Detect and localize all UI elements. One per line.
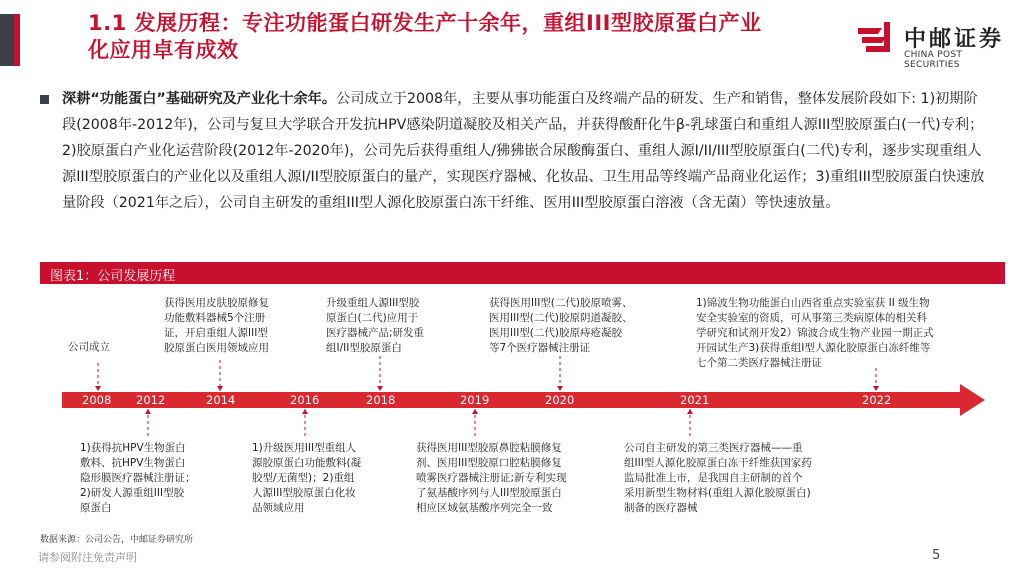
year-2021: 2021 (680, 393, 710, 407)
logo-name-cn: 中邮证券 (904, 27, 1005, 52)
bottom-note-2021: 公司自主研发的第三类医疗器械——重 组III型人源化胶原蛋白冻干纤维获国家药 监局批准上市，是我国自主研制的首个 采用新型生物材料(重组人源化胶原蛋白) 制备的医疗器械 (624, 442, 812, 514)
connector-arrowhead-2019 (472, 409, 478, 414)
year-2016: 2016 (290, 393, 320, 407)
connector-arrowhead-2022 (873, 386, 879, 391)
title-accent (14, 14, 20, 66)
top-note-2008: 公司成立 (68, 341, 110, 353)
timeline-arrow (62, 384, 985, 416)
connector-arrowhead-2021 (687, 409, 693, 414)
year-2014: 2014 (206, 393, 236, 407)
company-logo (854, 18, 1019, 68)
title-bar (0, 14, 14, 66)
connector-arrowhead-2020 (557, 386, 563, 391)
body-text: 公司成立于2008年，主要从事功能蛋白及终端产品的研发、生产和销售，整体发展阶段如下: 1)初期阶段(2008年-2012年)，公司与复旦大学联合开发抗HPV感染阴道凝胶及相关产品，并获得酸酐化牛β-乳球蛋白和重组人源III型胶原蛋白(一代)专利；2)胶原蛋白产业化运营阶段(2012年-2020年)，公司先后获得重组人/狒狒嵌合尿酸酶蛋白、重组人源I/II/III型胶原蛋白(二代)专利，逐步实现重组人源III型胶原蛋白的产业化以及重组人源I/II型胶原蛋白的量产，实现医疗器械、化妆品、卫生用品等终端产品商业化运作；3)重组III型胶原蛋白快速放量阶段（2021年之后），公司自主研发的重组III型人源化胶原蛋白冻干纤维、医用III型胶原蛋白溶液（含无菌）等快速放量。 (62, 91, 985, 211)
bottom-note-2016: 1)升级医用III型重组人 源胶原蛋白功能敷料(凝 胶型/无菌型)；2)重组 人源III型胶原蛋白化妆 品领域应用 (252, 442, 362, 514)
connector-arrowhead-2012 (145, 409, 151, 414)
connector-arrowhead-2018 (377, 386, 383, 391)
top-note-2014: 获得医用皮肤胶原修复 功能敷料器械5个注册 证，开启重组人源III型 胶原蛋白医用领域应用 (164, 297, 269, 354)
china-post-logo-icon (854, 18, 894, 58)
year-2019: 2019 (460, 393, 490, 407)
top-note-2018: 升级重组人源III型胶 原蛋白(二代)应用于 医疗器械产品;研发重 组I/II型胶原蛋白 (326, 297, 425, 354)
timeline (40, 260, 1005, 530)
body-paragraph (40, 86, 990, 216)
year-2008: 2008 (82, 393, 112, 407)
year-2020: 2020 (545, 393, 575, 407)
year-2012: 2012 (136, 393, 166, 407)
connector-arrowhead-2014 (217, 386, 223, 391)
data-source: 数据来源：公司公告，中邮证券研究所 (40, 535, 194, 545)
year-2018: 2018 (366, 393, 396, 407)
top-note-2022: 1)锦波生物功能蛋白山西省重点实验室获 II 级生物 安全实验室的资质，可从事第三类病原体的相关科 学研究和试剂开发2）锦波合成生物产业园一期正式 开园试生产3)获得重组I型人源化胶原蛋白冻纤维等 七个第二类医疗器械注册证 (696, 297, 934, 369)
title-line-2: 化应用卓有成效 (88, 38, 239, 62)
chart-label: 图表1：公司发展历程 (50, 269, 176, 284)
page-number: 5 (932, 548, 941, 563)
logo-name-en: CHINA POST SECURITIES (904, 50, 963, 70)
bottom-note-2019: 获得医用III型胶原鼻腔粘膜修复 剂、医用III型胶原口腔粘膜修复 喷雾医疗器械注册证;新专利实现 了氨基酸序列与人III型胶原蛋白 相应区域氨基酸序列完全一致 (416, 442, 567, 514)
top-note-2020: 获得医用III型(二代)胶原喷雾、 医用III型(二代)胶原阴道凝胶、 医用III型(二代)胶原痔疮凝胶 等7个医疗器械注册证 (489, 297, 633, 354)
title-line-1: 1.1 发展历程：专注功能蛋白研发生产十余年，重组III型胶原蛋白产业 (88, 11, 762, 35)
connector-arrowhead-2008 (95, 386, 101, 391)
disclaimer-footer: 请参阅附注免责声明 (38, 551, 137, 564)
connector-arrowhead-2016 (302, 409, 308, 414)
page-title (88, 10, 848, 64)
body-lead: 深耕“功能蛋白”基础研究及产业化十余年。 (62, 91, 337, 107)
year-2022: 2022 (862, 393, 892, 407)
bottom-note-2012: 1)获得抗HPV生物蛋白 敷料、抗HPV生物蛋白 隐形膜医疗器械注册证； 2)研发人源重组III型胶 原蛋白 (80, 442, 196, 514)
